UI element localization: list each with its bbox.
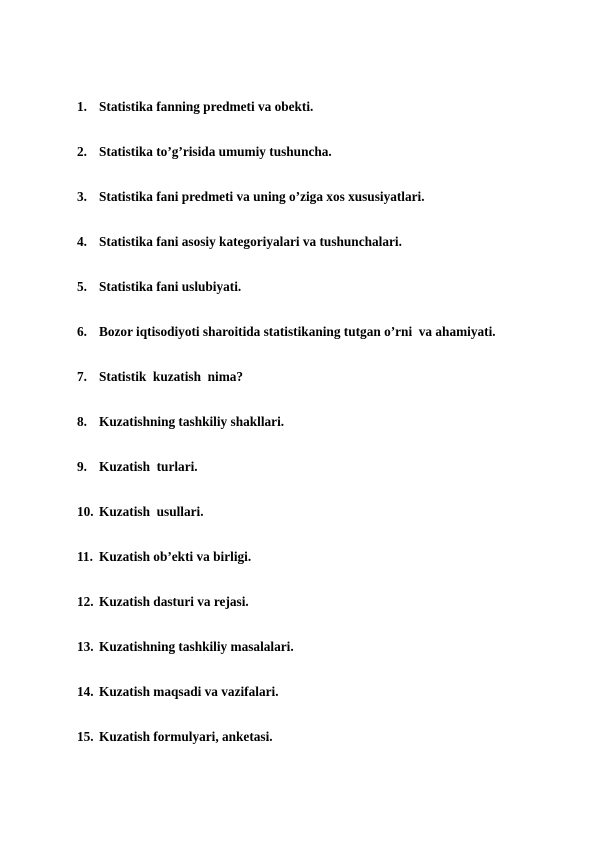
item-number: 7. bbox=[77, 368, 87, 384]
list-item bbox=[77, 129, 496, 174]
item-text: Statistika fanning predmeti va obekti. bbox=[99, 98, 314, 114]
item-number: 10. bbox=[77, 503, 94, 519]
list-item bbox=[77, 534, 496, 579]
item-text: Kuzatish maqsadi va vazifalari. bbox=[99, 683, 279, 699]
item-number: 4. bbox=[77, 233, 87, 249]
item-number: 8. bbox=[77, 413, 87, 429]
item-text: Kuzatishning tashkiliy masalalari. bbox=[99, 638, 294, 654]
list-item bbox=[77, 399, 496, 444]
item-number: 12. bbox=[77, 593, 94, 609]
list-item bbox=[77, 174, 496, 219]
item-number: 3. bbox=[77, 188, 87, 204]
list-item bbox=[77, 669, 496, 714]
list-item bbox=[77, 354, 496, 399]
list-item bbox=[77, 264, 496, 309]
item-text: Statistika fani uslubiyati. bbox=[99, 278, 242, 294]
item-text: Kuzatish ob’ekti va birligi. bbox=[99, 548, 252, 564]
item-text: Bozor iqtisodiyoti sharoitida statistikaning tutgan o’rni va ahamiyati. bbox=[99, 323, 496, 339]
item-text: Statistika to’g’risida umumiy tushuncha. bbox=[99, 143, 332, 159]
list-item bbox=[77, 444, 496, 489]
item-number: 11. bbox=[77, 548, 93, 564]
question-list bbox=[77, 84, 496, 759]
list-item bbox=[77, 219, 496, 264]
item-number: 14. bbox=[77, 683, 94, 699]
list-item bbox=[77, 84, 496, 129]
item-number: 15. bbox=[77, 728, 94, 744]
list-item bbox=[77, 714, 496, 759]
item-text: Statistik kuzatish nima? bbox=[99, 368, 244, 384]
item-number: 1. bbox=[77, 98, 87, 114]
list-item bbox=[77, 309, 496, 354]
list-item bbox=[77, 489, 496, 534]
item-number: 9. bbox=[77, 458, 87, 474]
item-text: Statistika fani predmeti va uning o’ziga xos xususiyatlari. bbox=[99, 188, 425, 204]
item-text: Statistika fani asosiy kategoriyalari va tushunchalari. bbox=[99, 233, 402, 249]
item-number: 13. bbox=[77, 638, 94, 654]
item-text: Kuzatish formulyari, anketasi. bbox=[99, 728, 273, 744]
item-number: 2. bbox=[77, 143, 87, 159]
item-number: 6. bbox=[77, 323, 87, 339]
list-item bbox=[77, 579, 496, 624]
list-item bbox=[77, 624, 496, 669]
item-text: Kuzatish turlari. bbox=[99, 458, 198, 474]
item-text: Kuzatish dasturi va rejasi. bbox=[99, 593, 249, 609]
item-text: Kuzatishning tashkiliy shakllari. bbox=[99, 413, 285, 429]
item-number: 5. bbox=[77, 278, 87, 294]
item-text: Kuzatish usullari. bbox=[99, 503, 204, 519]
